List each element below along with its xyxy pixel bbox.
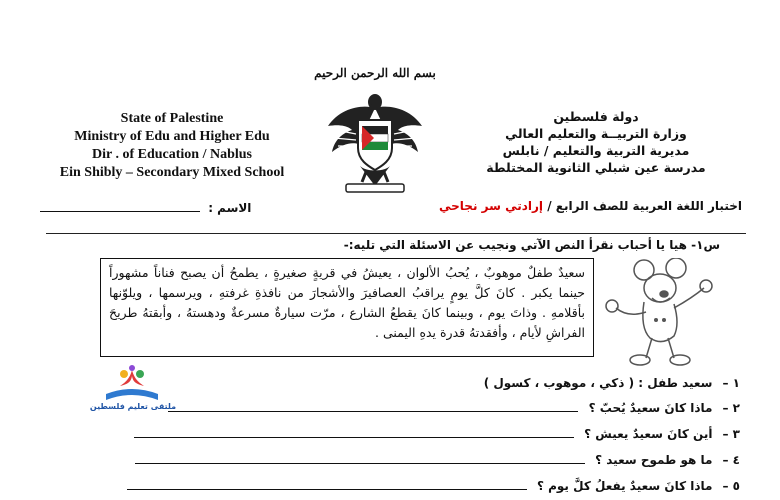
question-3-text: أين كانَ سعيدٌ يعيش ؟ [584, 427, 713, 441]
exam-title: اختبار اللغة العربية للصف الرابع / [547, 199, 742, 213]
header-ministry-ar: وزارة التربيــة والتعليم العالي [505, 126, 687, 141]
english-header [22, 110, 322, 182]
name-blank[interactable] [40, 211, 200, 212]
bismillah-calligraphy: بسم الله الرحمن الرحيم [314, 66, 436, 80]
question-1-number: ١ – [722, 376, 740, 390]
header-directorate-ar: مديرية التربية والتعليم / نابلس [502, 143, 690, 158]
question-2-text: ماذا كانَ سعيدٌ يُحبّ ؟ [588, 401, 713, 415]
arabic-header [446, 108, 746, 176]
question-heading: س١- هيا يا أحباب نقرأ النص الآتي ونجيب عن الاسئلة التي تليه:- [343, 238, 720, 252]
name-label: الاسم : [208, 201, 252, 215]
mickey-mouse-drawing [600, 258, 720, 368]
unit-title: إرادتي سر نجاحي [439, 199, 544, 213]
header-state: State of Palestine [120, 111, 224, 126]
question-4-text: ما هو طموح سعيد ؟ [595, 453, 713, 467]
answer-3-blank[interactable] [134, 437, 574, 438]
question-4 [135, 453, 740, 467]
header-school-ar: مدرسة عين شبلي الثانوية المختلطة [486, 160, 706, 175]
header-ministry: Ministry of Edu and Higher Edu [74, 129, 270, 144]
name-field[interactable] [40, 201, 340, 215]
header-state-ar: دولة فلسطين [553, 109, 639, 124]
answer-5-blank[interactable] [127, 489, 527, 490]
question-1-text: سعيد طفل : ( ذكي ، موهوب ، كسول ) [483, 376, 713, 390]
question-3-number: ٣ – [722, 427, 740, 441]
header-directorate: Dir . of Education / Nablus [92, 147, 252, 162]
palestine-education-logo [96, 364, 168, 406]
question-4-number: ٤ – [722, 453, 740, 467]
header-school: Ein Shibly – Secondary Mixed School [59, 165, 285, 180]
palestine-eagle-emblem [322, 86, 428, 196]
question-2-number: ٢ – [722, 401, 740, 415]
answer-2-blank[interactable] [168, 411, 578, 412]
question-1 [484, 376, 740, 390]
question-5-number: ٥ – [722, 479, 740, 493]
question-5-text: ماذا كانَ سعيدٌ يفعلُ كلَّ يوم ؟ [536, 479, 713, 493]
question-2 [168, 401, 740, 415]
reading-passage: سعيدٌ طفلٌ موهوبٌ ، يُحبُ الألوان ، يعيشُ في قريةٍ صغيرةٍ ، يطمحُ أن يصبح فناناً مشهوراً حينما يكبر . كانَ كلَّ يومٍ يراقبُ العصافيرَ والأشجارَ من نافذةِ غرفتهِ ، ويرسمها ، ويلوّنها بأقلامهِ . وذاتَ يوم ، وبينما كانَ يقطعُ الشارع ، مرّت سيارةٌ مسرعةٌ ودهستهُ ، وأبقتهُ طريحَ الفراشِ لأيام ، وأفقدتهُ قدرة يدهِ اليمنى . [100, 258, 594, 357]
answer-4-blank[interactable] [135, 463, 585, 464]
logo-caption: ملتقى تعليم فلسطين [89, 402, 177, 411]
separator-line [46, 233, 746, 234]
question-5 [127, 479, 740, 493]
question-3 [134, 427, 740, 441]
